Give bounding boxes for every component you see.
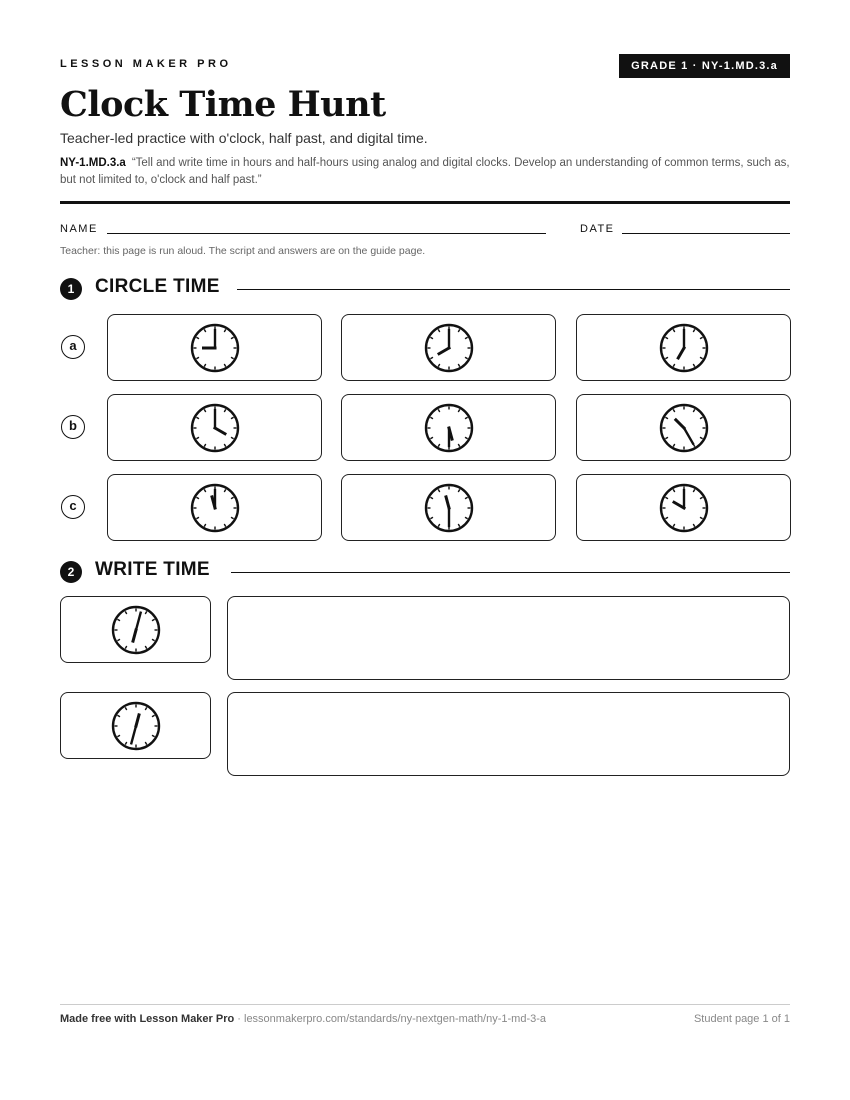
section-rule <box>231 572 790 573</box>
write-time-answer-box[interactable] <box>227 692 790 776</box>
clock-choice-card[interactable] <box>341 394 556 461</box>
grade-badge: GRADE 1 · NY-1.MD.3.a <box>619 54 790 78</box>
brand-name: LESSON MAKER PRO <box>60 58 232 70</box>
name-label: NAME <box>60 223 98 235</box>
row-letter-b: b <box>61 415 85 439</box>
section-rule <box>237 289 790 290</box>
write-time-clock-card <box>60 692 211 759</box>
clock-choice-card[interactable] <box>107 394 322 461</box>
analog-clock-icon <box>424 483 474 533</box>
footer-credit <box>60 1013 546 1025</box>
row-letter-c: c <box>61 495 85 519</box>
section-title: WRITE TIME <box>95 559 210 580</box>
analog-clock-icon <box>190 403 240 453</box>
page-subtitle: Teacher-led practice with o'clock, half past, and digital time. <box>60 130 428 146</box>
footer-divider <box>60 1004 790 1005</box>
clock-choice-card[interactable] <box>107 474 322 541</box>
clock-choice-card[interactable] <box>341 474 556 541</box>
clock-choice-card[interactable] <box>576 314 791 381</box>
section-number: 1 <box>60 278 82 300</box>
clock-choice-card[interactable] <box>576 394 791 461</box>
section-number: 2 <box>60 561 82 583</box>
section-circle-time-header <box>60 275 790 301</box>
date-field[interactable] <box>622 233 790 234</box>
standard-code: NY-1.MD.3.a <box>60 157 126 169</box>
footer-separator: · <box>234 1013 244 1025</box>
name-field[interactable] <box>107 233 546 234</box>
date-label: DATE <box>580 223 615 235</box>
section-title: CIRCLE TIME <box>95 276 220 297</box>
teacher-note: Teacher: this page is run aloud. The script and answers are on the guide page. <box>60 245 426 257</box>
write-time-answer-box[interactable] <box>227 596 790 680</box>
clock-choice-card[interactable] <box>341 314 556 381</box>
clock-choice-card[interactable] <box>107 314 322 381</box>
footer-page-label: Student page 1 of 1 <box>693 1013 790 1025</box>
analog-clock-icon <box>111 701 161 751</box>
page-title: Clock Time Hunt <box>60 84 386 125</box>
analog-clock-icon <box>424 323 474 373</box>
footer-url[interactable]: lessonmakerpro.com/standards/ny-nextgen-math/ny-1-md-3-a <box>244 1013 547 1025</box>
analog-clock-icon <box>659 483 709 533</box>
analog-clock-icon <box>190 483 240 533</box>
analog-clock-icon <box>190 323 240 373</box>
section-write-time-header <box>60 558 790 584</box>
analog-clock-icon <box>424 403 474 453</box>
analog-clock-icon <box>111 605 161 655</box>
analog-clock-icon <box>659 403 709 453</box>
footer-made-with: Made free with Lesson Maker Pro <box>60 1013 235 1025</box>
clock-choice-card[interactable] <box>576 474 791 541</box>
analog-clock-icon <box>659 323 709 373</box>
standard-description <box>60 155 795 189</box>
header-divider <box>60 201 790 204</box>
row-letter-a: a <box>61 335 85 359</box>
standard-text: “Tell and write time in hours and half-hours using analog and digital clocks. Develop an understanding of common terms, such as, but not limited to, o'clock and half past.” <box>60 157 790 186</box>
write-time-clock-card <box>60 596 211 663</box>
